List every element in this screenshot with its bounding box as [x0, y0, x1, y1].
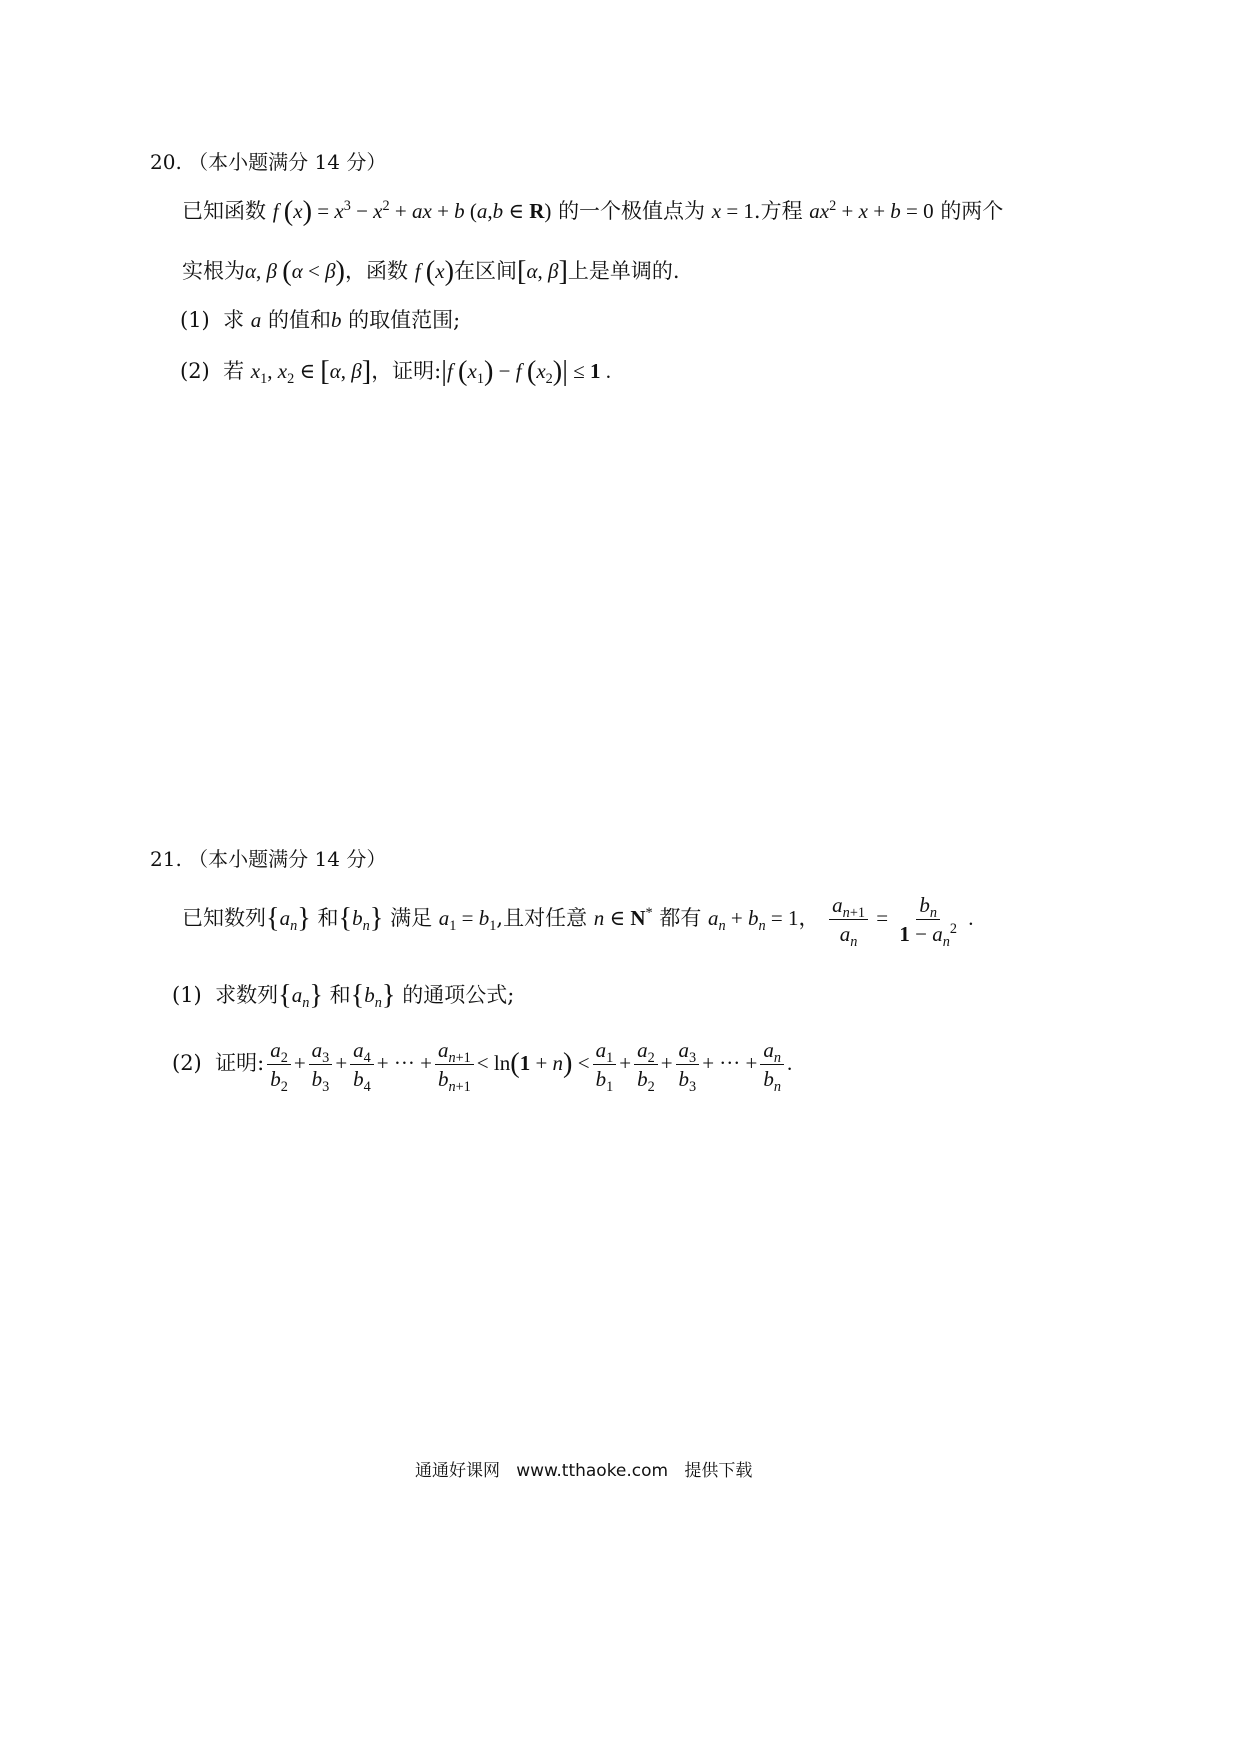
recurrence: $\frac{a_{n+1}}{a_n}$ = $\frac{b_n}{1 - a_n^2}$ .	[826, 906, 973, 930]
inequality-chain: $\frac{a_2}{b_2}$ + $\frac{a_3}{b_3}$ + $\frac{a_4}{b_4}$ + ··· + $\frac{a_{n+1}}{b_{n+1}}$ < ln(1 + n) < $\frac{a_1}{b_1}$ + $\frac{a_2}{b_2}$ + $\frac{a_3}{b_3}$ + ··· + $\frac{a_n}{b_n}$ .	[264, 1051, 792, 1075]
problem-20-line-2	[182, 256, 680, 287]
text: 求数列	[215, 983, 279, 1007]
domain: n ∈ N*	[593, 904, 653, 930]
footer-url[interactable]: www.tthaoke.com	[516, 1461, 669, 1481]
text: 若	[223, 359, 245, 383]
inequality: |f $(x_1) - f$ $(x_2)| \le 1$ .	[441, 356, 611, 388]
footer	[415, 1456, 752, 1481]
text: 求	[223, 308, 245, 332]
sequence-b: $\{b_n\}$	[350, 980, 396, 1012]
problem-21-line-1	[182, 893, 974, 951]
text: 的取值范围;	[348, 308, 461, 332]
problem-21-part-2	[172, 1038, 793, 1096]
text: ，	[798, 905, 820, 930]
text: 和	[329, 983, 351, 1007]
text: ，证明:	[371, 359, 442, 383]
sequence-a: $\{a_n\}$	[278, 980, 323, 1012]
text: 满足	[390, 905, 433, 930]
function-symbol: f (x)	[414, 256, 455, 287]
variable-a: a	[250, 308, 262, 332]
text: ，函数	[345, 259, 408, 283]
initial-condition: $a_1 = b_1$	[438, 905, 497, 934]
problem-21-part-1	[172, 980, 515, 1012]
footer-note: 提供下载	[684, 1461, 753, 1481]
function-definition: f $(x) = x^3 - x^2$ + ax + b (a,b ∈ R)	[272, 196, 552, 227]
text: 已知函数	[182, 199, 266, 223]
variable-b: b	[330, 308, 342, 332]
text: 的一个极值点为	[558, 199, 706, 223]
part-number: (2)	[172, 1050, 202, 1075]
problem-21-header: 21. （本小题满分 14 分）	[150, 847, 387, 871]
footer-site: 通通好课网	[415, 1461, 500, 1481]
text: ,且对任意	[496, 905, 588, 930]
text: 的两个	[940, 199, 1004, 223]
text: 的通项公式;	[402, 983, 515, 1007]
condition: $x_1$, $x_2$ ∈ [α, β]	[250, 356, 372, 388]
interval: [α, β]	[517, 256, 568, 287]
problem-20-line-1	[182, 196, 1004, 227]
roots: α, β (α < β)	[245, 256, 345, 287]
sequence-b: $\{b_n\}$	[338, 902, 384, 934]
text: 上是单调的.	[567, 259, 680, 283]
part-number: (2)	[180, 359, 210, 383]
sum-condition: $a_n + b_n = 1$	[708, 905, 799, 934]
problem-20-header: 20. （本小题满分 14 分）	[150, 150, 387, 174]
part-number: (1)	[180, 308, 210, 332]
text: 已知数列	[182, 905, 266, 930]
text: 都有	[659, 905, 702, 930]
equation: $ax^2 + x + b = 0$	[809, 198, 934, 223]
problem-20-part-1	[180, 310, 460, 331]
part-number: (1)	[172, 983, 202, 1007]
text: .方程	[753, 199, 803, 223]
text: 和	[317, 905, 339, 930]
sequence-a: $\{a_n\}$	[266, 902, 311, 934]
text: 证明:	[215, 1050, 265, 1075]
text: 的值和	[267, 308, 331, 332]
text: 实根为	[182, 259, 245, 283]
problem-20-part-2	[180, 356, 611, 388]
text: 在区间	[454, 259, 518, 283]
extremum-point: x = 1	[711, 199, 754, 223]
